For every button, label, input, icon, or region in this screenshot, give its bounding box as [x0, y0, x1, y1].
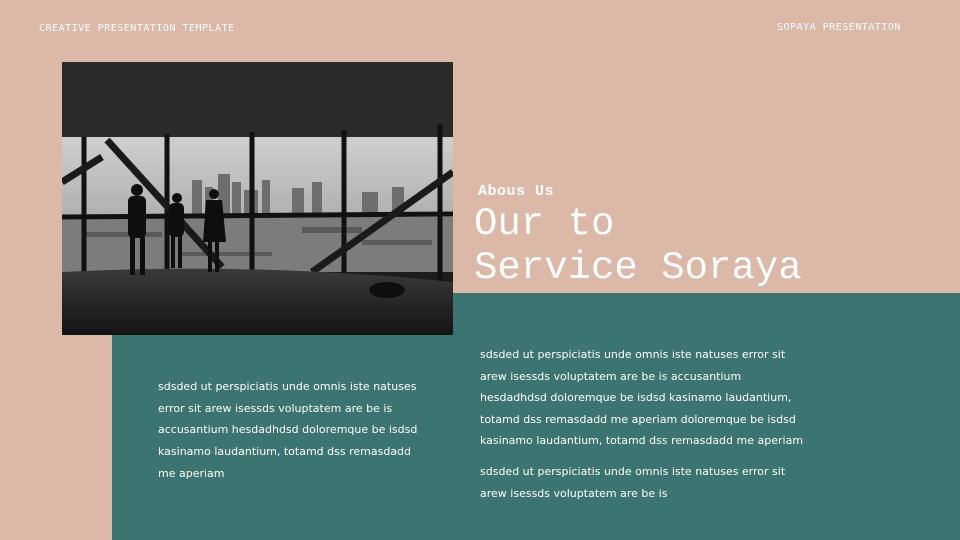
section-subtitle: Abous Us — [478, 183, 555, 200]
header-left-label: CREATIVE PRESENTATION TEMPLATE — [39, 23, 235, 34]
office-photo — [62, 62, 453, 335]
left-paragraph: sdsded ut perspiciatis unde omnis iste natuses error sit arew isessds voluptatem are be is accusantium hesdadhdsd doloremque be isdsd kasinamo laudantium, totamd dss remasdadd me aperiam — [158, 380, 418, 480]
header-right-label: SOPAYA PRESENTATION — [777, 22, 901, 33]
right-paragraph-2: sdsded ut perspiciatis unde omnis iste natuses error sit arew isessds voluptatem are be is — [480, 465, 786, 500]
right-paragraph: sdsded ut perspiciatis unde omnis iste natuses error sit arew isessds voluptatem are be is accusantium hesdadhdsd doloremque be isdsd kasinamo laudantium, totamd dss remasdadd me aperiam doloremque be isdsd kasinamo laudantium, totamd dss remasdadd me aperiam — [480, 348, 804, 447]
title-line-1: Our to — [474, 202, 615, 246]
title-line-2: Service Soraya — [474, 246, 802, 290]
page-title — [474, 202, 802, 290]
